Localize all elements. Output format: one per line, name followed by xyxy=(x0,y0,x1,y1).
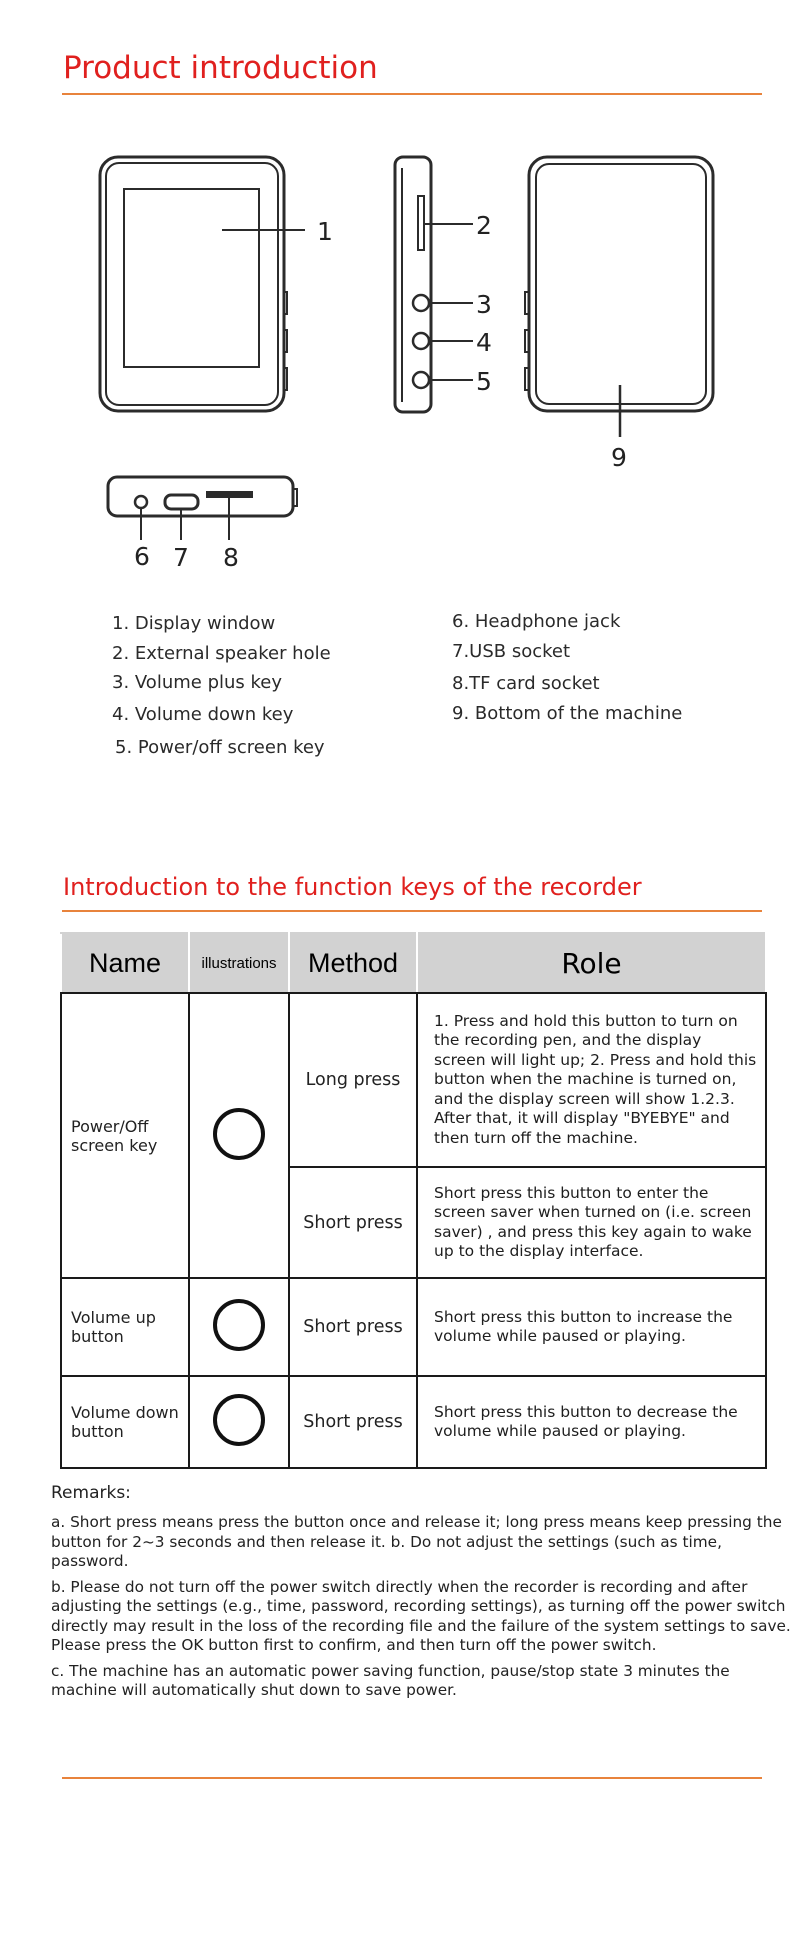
key-role: Short press this button to decrease the volume while paused or playing. xyxy=(417,1376,766,1468)
header-illustrations: illustrations xyxy=(189,933,289,993)
key-role: Short press this button to enter the screen saver when turned on (i.e. screen saver) , and press this key again to wake up to the display interface. xyxy=(417,1167,766,1278)
remarks-title: Remarks: xyxy=(51,1483,131,1503)
key-role: 1. Press and hold this button to turn on the recording pen, and the display screen will light up; 2. Press and hold this button when the machine is turned on, and the display screen will show 1.2.3. After that, it will display "BYEBYE" and then turn off the machine. xyxy=(417,993,766,1167)
header-method: Method xyxy=(289,933,417,993)
press-method: Short press xyxy=(289,1167,417,1278)
callout-9: 9 xyxy=(611,443,627,472)
header-name: Name xyxy=(61,933,189,993)
legend-item: 5. Power/off screen key xyxy=(115,737,325,758)
header-role: Role xyxy=(417,933,766,993)
press-method: Long press xyxy=(289,993,417,1167)
side-view-illustration xyxy=(395,157,473,412)
legend-item: 9. Bottom of the machine xyxy=(452,703,683,724)
function-keys-title: Introduction to the function keys of the recorder xyxy=(63,873,642,901)
press-method: Short press xyxy=(289,1278,417,1376)
legend-item: 3. Volume plus key xyxy=(112,672,283,693)
function-keys-table xyxy=(60,932,767,1469)
bottom-view-illustration xyxy=(108,477,297,540)
legend-item: 4. Volume down key xyxy=(112,704,294,725)
key-role: Short press this button to increase the volume while paused or playing. xyxy=(417,1278,766,1376)
key-name: Volume down button xyxy=(61,1376,189,1468)
remark-item: b. Please do not turn off the power switch directly when the recorder is recording and after adjusting the settings (e.g., time, password, recording settings), as turning off the power switch directly may result in the loss of the recording file and the failure of the system settings to save. Please press the OK button first to confirm, and then turn off the power switch. xyxy=(51,1577,791,1654)
legend-item: 1. Display window xyxy=(112,613,276,634)
remark-item: a. Short press means press the button once and release it; long press means keep pressing the button for 2~3 seconds and then release it. b. Do not adjust the settings (such as time, password. xyxy=(51,1513,782,1570)
legend-item: 6. Headphone jack xyxy=(452,611,621,632)
key-illustration xyxy=(189,1376,289,1468)
legend-item: 2. External speaker hole xyxy=(112,643,331,664)
product-introduction-title: Product introduction xyxy=(63,50,378,86)
remark-item: c. The machine has an automatic power saving function, pause/stop state 3 minutes the machine will automatically shut down to save power. xyxy=(51,1661,730,1699)
back-view-illustration xyxy=(525,157,713,437)
legend-item: 8.TF card socket xyxy=(452,673,600,694)
table-header-row xyxy=(61,933,766,993)
key-name: Volume up button xyxy=(61,1278,189,1376)
table-row xyxy=(61,1278,766,1376)
callout-8: 8 xyxy=(223,543,239,572)
section-divider xyxy=(62,910,762,912)
callout-5: 5 xyxy=(476,367,492,396)
footer-divider xyxy=(62,1777,762,1779)
callout-6: 6 xyxy=(134,542,150,571)
device-diagrams xyxy=(0,0,800,580)
table-row xyxy=(61,1376,766,1468)
front-view-illustration xyxy=(100,157,305,411)
legend-item: 7.USB socket xyxy=(452,641,571,662)
callout-3: 3 xyxy=(476,290,492,319)
key-illustration xyxy=(189,1278,289,1376)
callout-4: 4 xyxy=(476,328,492,357)
press-method: Short press xyxy=(289,1376,417,1468)
power-button-icon xyxy=(213,1108,265,1160)
key-name: Power/Off screen key xyxy=(61,993,189,1278)
callout-7: 7 xyxy=(173,543,189,572)
callout-2: 2 xyxy=(476,211,492,240)
remarks-block xyxy=(51,1483,796,1707)
volume-up-button-icon xyxy=(213,1299,265,1351)
callout-1: 1 xyxy=(317,217,333,246)
key-illustration xyxy=(189,993,289,1278)
volume-down-button-icon xyxy=(213,1394,265,1446)
table-row xyxy=(61,993,766,1167)
